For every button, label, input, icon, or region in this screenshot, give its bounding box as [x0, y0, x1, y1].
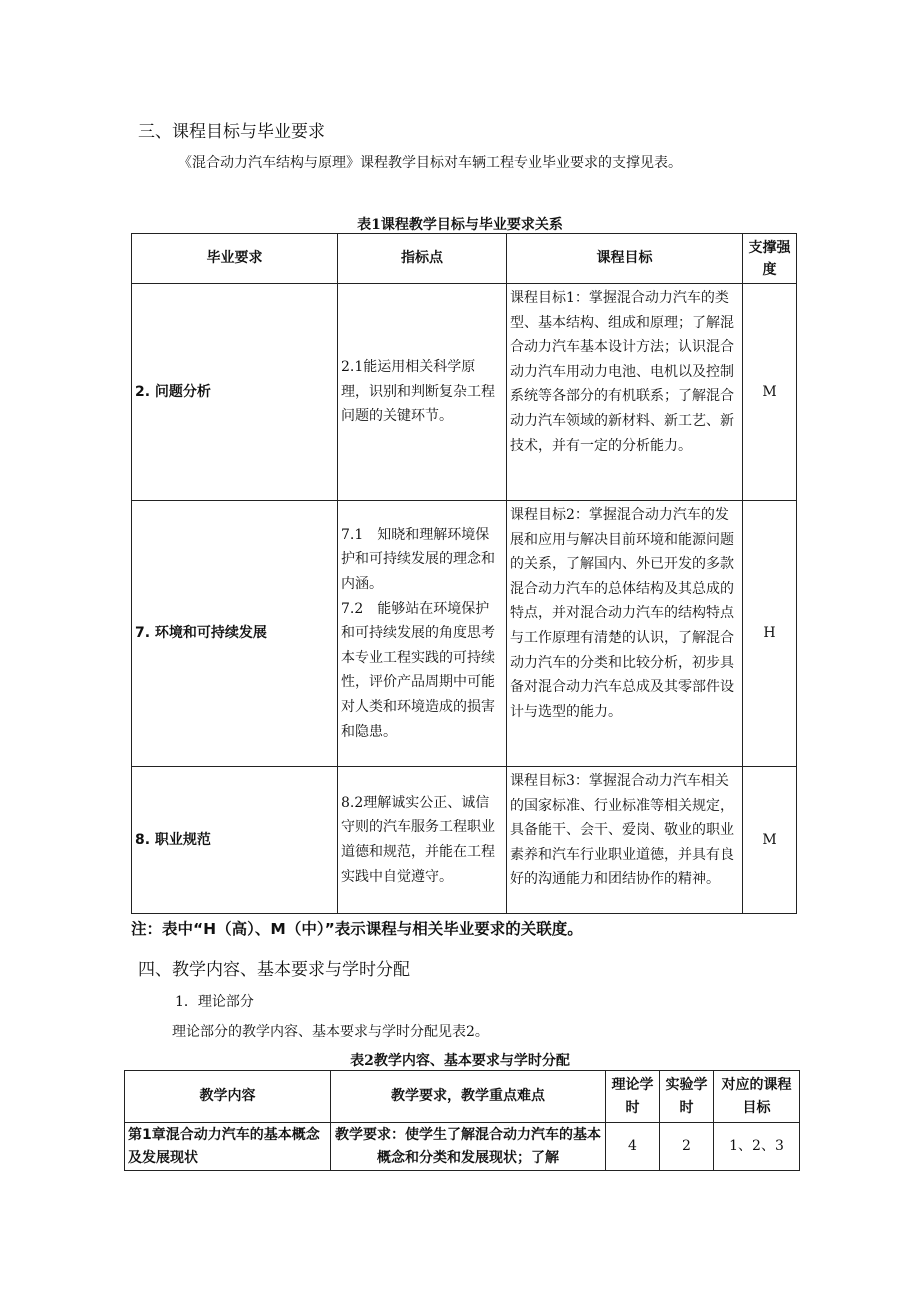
- table-1-header-row: [132, 234, 797, 284]
- table-row: [132, 501, 797, 767]
- section-4-sub1: 1．理论部分: [175, 994, 254, 1010]
- row-1-theory-hours: 4: [606, 1123, 660, 1171]
- row-3-indicator: 8.2理解诚实公正、诚信守则的汽车服务工程职业道德和规范，并能在工程实践中自觉遵守。: [338, 767, 507, 914]
- header-course-objectives: 对应的课程目标: [714, 1071, 800, 1123]
- table-row: [125, 1123, 800, 1171]
- row-2-requirement: 7. 环境和可持续发展: [132, 501, 338, 767]
- header-lab-hours: 实验学时: [660, 1071, 714, 1123]
- table-1-caption: 表1课程教学目标与毕业要求关系: [357, 217, 563, 233]
- section-4-intro: 理论部分的教学内容、基本要求与学时分配见表2。: [172, 1024, 489, 1040]
- row-1-content: 第1章混合动力汽车的基本概念及发展现状: [125, 1123, 331, 1171]
- section-4-title: 四、教学内容、基本要求与学时分配: [138, 960, 410, 980]
- row-1-objective: 课程目标1：掌握混合动力汽车的类型、基本结构、组成和原理；了解混合动力汽车基本设计方法；认识混合动力汽车用动力电池、电机以及控制系统等各部分的有机联系；了解混合动力汽车领域的新材料、新工艺、新技术，并有一定的分析能力。: [507, 284, 743, 501]
- header-indicator: 指标点: [338, 234, 507, 284]
- header-theory-hours: 理论学时: [606, 1071, 660, 1123]
- row-2-strength: H: [743, 501, 797, 767]
- table-1: [131, 233, 797, 914]
- table-2: [124, 1070, 800, 1171]
- row-2-indicator: 7.1 知晓和理解环境保护和可持续发展的理念和内涵。 7.2 能够站在环境保护和可持续发展的角度思考本专业工程实践的可持续性，评价产品周期中可能对人类和环境造成的损害和隐患。: [338, 501, 507, 767]
- row-3-strength: M: [743, 767, 797, 914]
- header-teaching-requirement: 教学要求，教学重点难点: [331, 1071, 606, 1123]
- row-1-lab-hours: 2: [660, 1123, 714, 1171]
- table-row: [132, 284, 797, 501]
- table-row: [132, 767, 797, 914]
- row-2-objective: 课程目标2：掌握混合动力汽车的发展和应用与解决目前环境和能源问题的关系，了解国内、外已开发的多款混合动力汽车的总体结构及其总成的特点，并对混合动力汽车的结构特点与工作原理有清楚的认识，了解混合动力汽车的分类和比较分析，初步具备对混合动力汽车总成及其零部件设计与选型的能力。: [507, 501, 743, 767]
- header-requirement: 毕业要求: [132, 234, 338, 284]
- section-3-intro: 《混合动力汽车结构与原理》课程教学目标对车辆工程专业毕业要求的支撑见表。: [178, 155, 682, 171]
- table-2-header-row: [125, 1071, 800, 1123]
- row-1-teaching-requirement: 教学要求：使学生了解混合动力汽车的基本概念和分类和发展现状；了解: [331, 1123, 606, 1171]
- table-2-caption: 表2教学内容、基本要求与学时分配: [350, 1053, 570, 1069]
- table-1-note: 注：表中“H（高）、M（中）”表示课程与相关毕业要求的关联度。: [131, 920, 583, 938]
- section-3-title: 三、课程目标与毕业要求: [138, 122, 325, 142]
- row-1-indicator: 2.1能运用相关科学原理，识别和判断复杂工程问题的关键环节。: [338, 284, 507, 501]
- row-1-strength: M: [743, 284, 797, 501]
- row-1-course-objectives: 1、2、3: [714, 1123, 800, 1171]
- header-strength: 支撑强度: [743, 234, 797, 284]
- row-1-requirement: 2. 问题分析: [132, 284, 338, 501]
- header-content: 教学内容: [125, 1071, 331, 1123]
- row-3-objective: 课程目标3：掌握混合动力汽车相关的国家标准、行业标准等相关规定，具备能干、会干、爱岗、敬业的职业素养和汽车行业职业道德，并具有良好的沟通能力和团结协作的精神。: [507, 767, 743, 914]
- row-3-requirement: 8. 职业规范: [132, 767, 338, 914]
- header-objective: 课程目标: [507, 234, 743, 284]
